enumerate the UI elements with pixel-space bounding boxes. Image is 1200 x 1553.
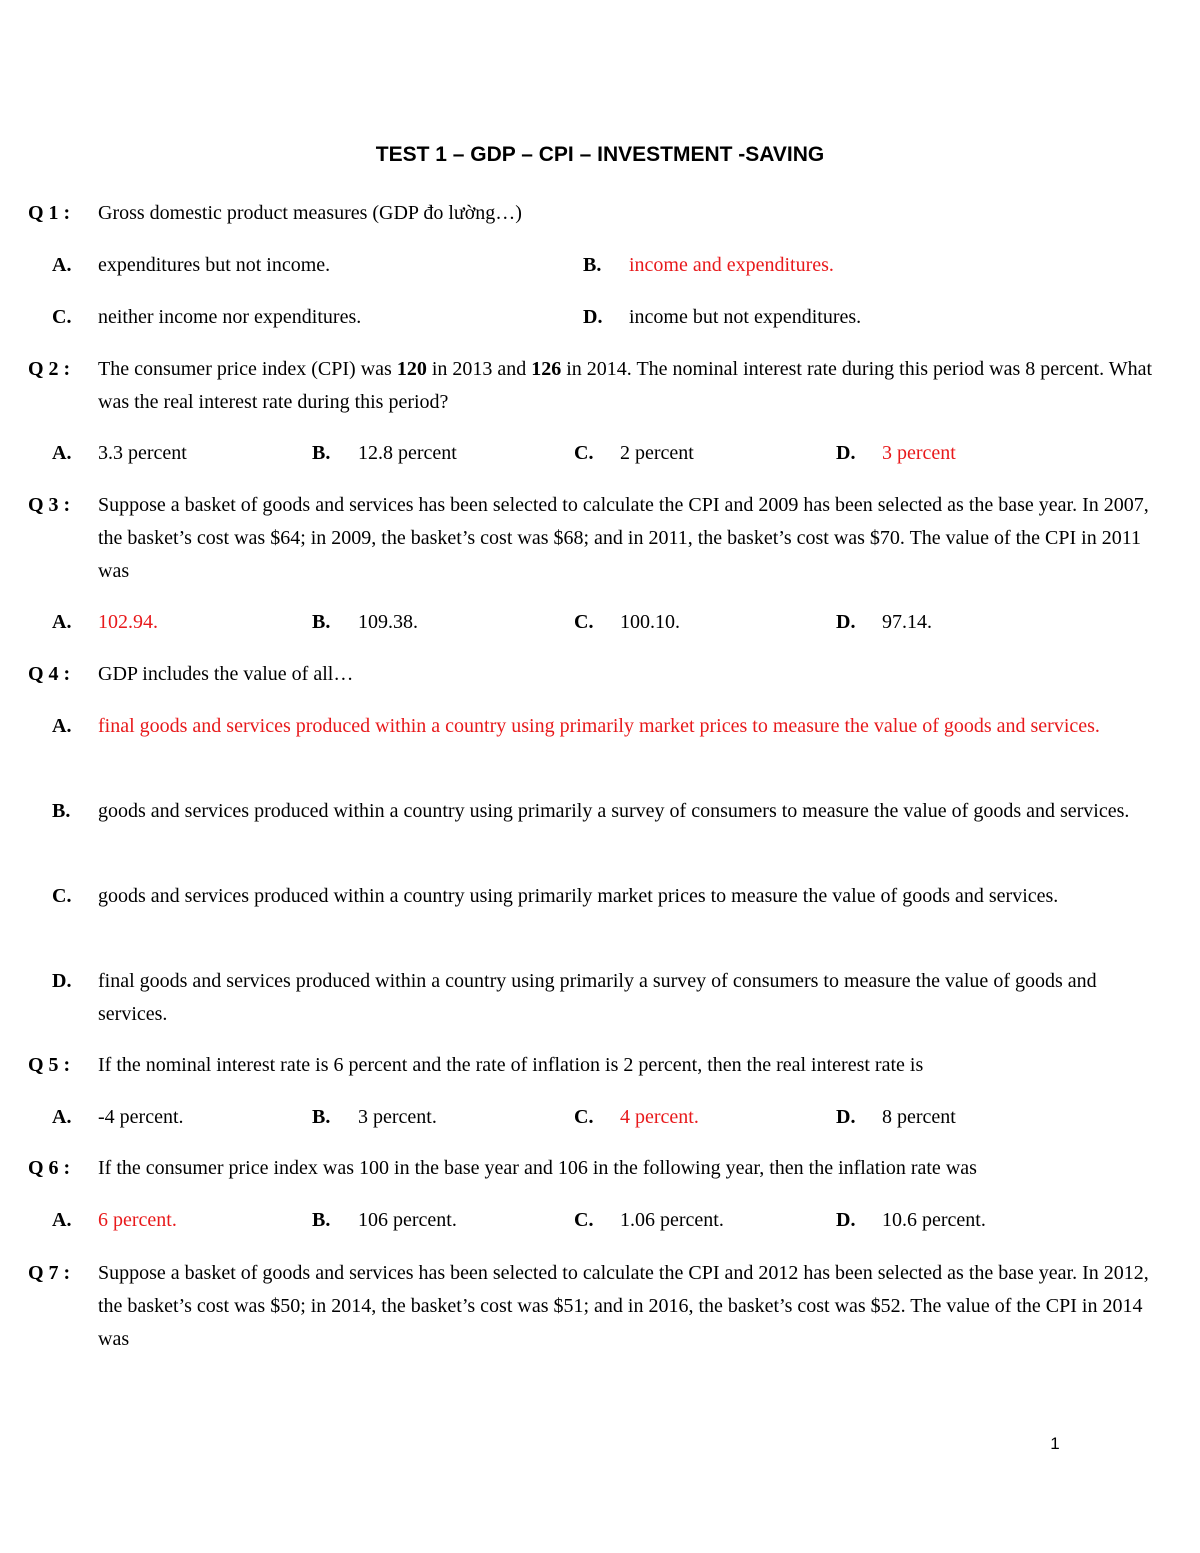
option-text: -4 percent. [98, 1106, 184, 1128]
question-text: Suppose a basket of goods and services has been selected to calculate the CPI and 2012 has been selected as the base year. In 2012, the basket’s cost was $50; in 2014, the basket’s cost was $51; and in 2016, the basket’s cost was $52. The value of the CPI in 2014 was [98, 1262, 1149, 1350]
option-letter: D. [52, 970, 72, 992]
option-text: 100.10. [620, 611, 680, 633]
option-4c [52, 880, 1162, 913]
option-text: 2 percent [620, 442, 694, 464]
cpi-2014-value: 126 [531, 358, 562, 380]
option-text: 3.3 percent [98, 442, 187, 464]
cpi-2013-value: 120 [396, 358, 427, 380]
option-letter: B. [312, 611, 331, 633]
option-text: 102.94. [98, 611, 158, 633]
option-text: income but not expenditures. [629, 306, 862, 328]
option-text: 106 percent. [358, 1209, 457, 1231]
question-label: Q 3 : [28, 494, 71, 516]
option-letter: B. [52, 800, 71, 822]
option-text: 6 percent. [98, 1209, 177, 1231]
option-letter: B. [312, 1209, 331, 1231]
option-text: goods and services produced within a country using primarily a survey of consumers to measure the value of goods and services. [98, 800, 1130, 822]
option-text: 4 percent. [620, 1106, 699, 1128]
option-text: income and expenditures. [629, 254, 834, 276]
option-letter: A. [52, 1106, 72, 1128]
option-text: 109.38. [358, 611, 418, 633]
option-letter: D. [836, 1209, 856, 1231]
option-text: final goods and services produced within a country using primarily market prices to measure the value of goods and services. [98, 715, 1100, 737]
option-letter: A. [52, 442, 72, 464]
option-letter: C. [574, 1106, 594, 1128]
option-text: 1.06 percent. [620, 1209, 724, 1231]
question-label: Q 2 : [28, 358, 71, 380]
document-title: TEST 1 – GDP – CPI – INVESTMENT -SAVING [375, 143, 825, 166]
question-label: Q 4 : [28, 663, 71, 685]
option-letter: A. [52, 254, 72, 276]
option-letter: B. [312, 1106, 331, 1128]
option-letter: C. [52, 885, 72, 907]
option-text: 3 percent. [358, 1106, 437, 1128]
question-text: If the consumer price index was 100 in the base year and 106 in the following year, then the inflation rate was [98, 1157, 977, 1179]
option-text: neither income nor expenditures. [98, 306, 362, 328]
option-letter: C. [574, 611, 594, 633]
option-letter: D. [836, 611, 856, 633]
option-4d [52, 965, 1162, 1031]
question-label: Q 1 : [28, 202, 71, 224]
option-letter: D. [836, 1106, 856, 1128]
option-letter: C. [574, 1209, 594, 1231]
question-text: If the nominal interest rate is 6 percent and the rate of inflation is 2 percent, then the real interest rate is [98, 1054, 924, 1076]
question-text: GDP includes the value of all… [98, 663, 354, 685]
option-text: 97.14. [882, 611, 932, 633]
option-text: final goods and services produced within a country using primarily a survey of consumers to measure the value of goods and services. [98, 970, 1097, 1025]
option-text: 8 percent [882, 1106, 956, 1128]
option-letter: B. [312, 442, 331, 464]
option-letter: D. [836, 442, 856, 464]
option-letter: B. [583, 254, 602, 276]
option-letter: C. [52, 306, 72, 328]
option-letter: A. [52, 1209, 72, 1231]
option-text: expenditures but not income. [98, 254, 331, 276]
question-text: Gross domestic product measures (GDP đo lường…) [98, 202, 522, 224]
option-letter: D. [583, 306, 603, 328]
option-4a [52, 710, 1162, 743]
option-text: 10.6 percent. [882, 1209, 986, 1231]
question-label: Q 5 : [28, 1054, 71, 1076]
option-text: 12.8 percent [358, 442, 457, 464]
question-text: Suppose a basket of goods and services has been selected to calculate the CPI and 2009 has been selected as the base year. In 2007, the basket’s cost was $64; in 2009, the basket’s cost was $68; and in 2011, the basket’s cost was $70. The value of the CPI in 2011 was [98, 494, 1149, 582]
page-number: 1 [1050, 1434, 1060, 1453]
option-letter: A. [52, 715, 72, 737]
question-text: The consumer price index (CPI) was 120 in 2013 and 126 in 2014. The nominal interest rate during this period was 8 percent. What was the real interest rate during this period? [98, 358, 1153, 413]
option-4b [52, 795, 1162, 828]
question-label: Q 7 : [28, 1262, 71, 1284]
option-text: goods and services produced within a country using primarily market prices to measure the value of goods and services. [98, 885, 1059, 907]
option-text: 3 percent [882, 442, 956, 464]
option-letter: A. [52, 611, 72, 633]
question-label: Q 6 : [28, 1157, 71, 1179]
option-letter: C. [574, 442, 594, 464]
